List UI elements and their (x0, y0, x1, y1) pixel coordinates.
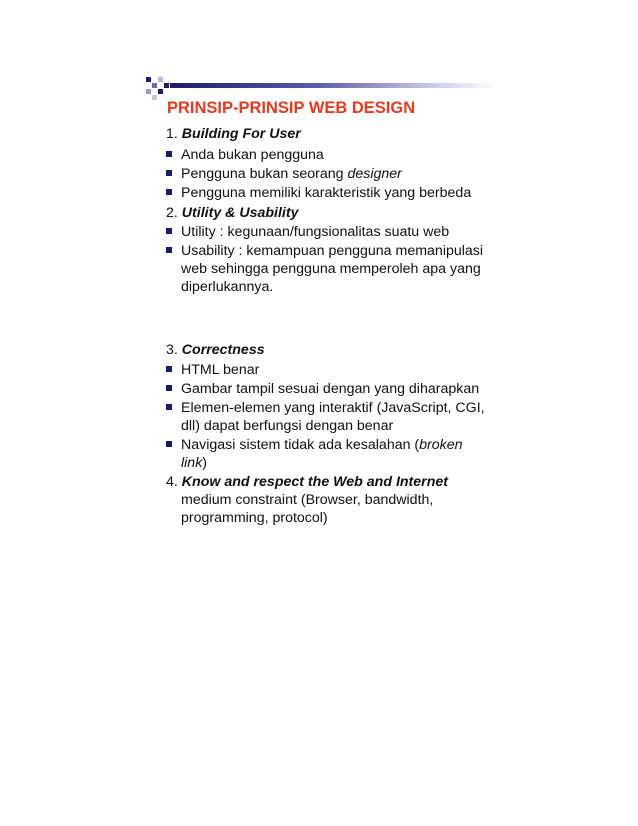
list-item: Anda bukan pengguna (166, 147, 324, 164)
header-decoration (146, 77, 496, 99)
bullet-square-icon (166, 441, 172, 447)
bullet-square-icon (166, 151, 172, 157)
section-4-heading-continuation: medium constraint (Browser, bandwidth, (181, 492, 434, 508)
list-item-continuation: link) (181, 455, 208, 471)
list-item: Navigasi sistem tidak ada kesalahan (broken (166, 437, 463, 454)
bullet-square-icon (166, 404, 172, 410)
list-item: Usability : kemampuan pengguna memanipulasi (166, 243, 483, 260)
list-item: Elemen-elemen yang interaktif (JavaScript, CGI, (166, 400, 485, 417)
bullet-square-icon (166, 366, 172, 372)
bullet-square-icon (166, 247, 172, 253)
bullet-square-icon (166, 228, 172, 234)
list-item: Utility : kegunaan/fungsionalitas suatu web (166, 224, 449, 241)
bullet-square-icon (166, 189, 172, 195)
section-1-heading: 1. Building For User (166, 126, 301, 142)
list-item: Pengguna memiliki karakteristik yang berbeda (166, 185, 471, 202)
page-title: PRINSIP-PRINSIP WEB DESIGN (167, 99, 416, 117)
list-item-continuation: diperlukannya. (181, 279, 274, 295)
bullet-square-icon (166, 385, 172, 391)
list-item-continuation: dll) dapat berfungsi dengan benar (181, 418, 394, 434)
header-rule (170, 83, 496, 88)
list-item-continuation: web sehingga pengguna memperoleh apa yang (181, 261, 481, 277)
bullet-square-icon (166, 170, 172, 176)
section-2-heading: 2. Utility & Usability (166, 205, 299, 221)
list-item: Pengguna bukan seorang designer (166, 166, 402, 183)
list-item: HTML benar (166, 362, 259, 379)
section-3-heading: 3. Correctness (166, 342, 265, 358)
section-4-heading: 4. Know and respect the Web and Internet (166, 474, 448, 490)
section-4-heading-continuation: programming, protocol) (181, 510, 328, 526)
list-item: Gambar tampil sesuai dengan yang diharapkan (166, 381, 479, 398)
